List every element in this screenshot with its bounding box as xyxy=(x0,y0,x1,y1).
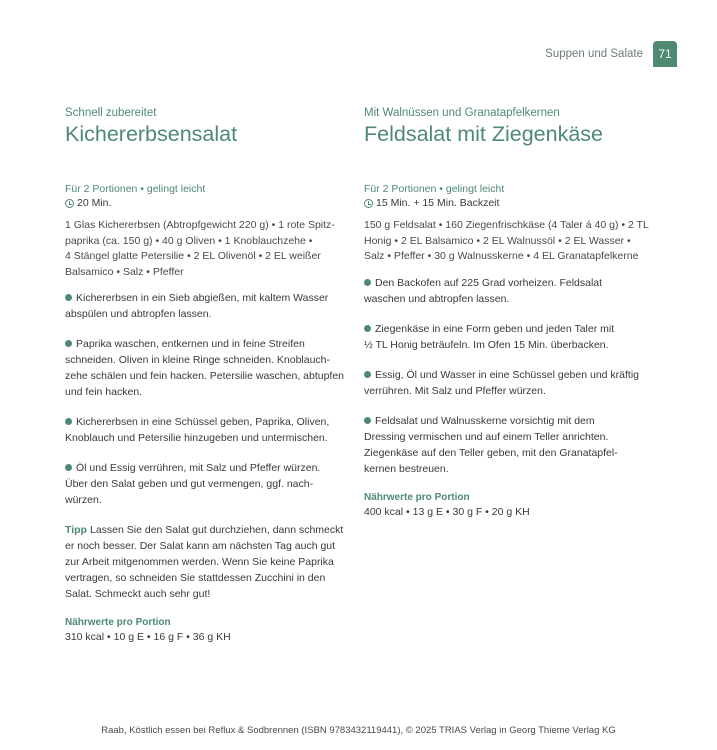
bullet-icon xyxy=(65,340,72,347)
step-line: und fein hacken. xyxy=(65,386,143,398)
bullet-icon xyxy=(65,464,72,471)
step-line: schneiden. Oliven in kleine Ringe schneiden. Knoblauch- xyxy=(65,354,331,366)
recipe-title: Feldsalat mit Ziegenkäse xyxy=(364,122,603,146)
ingredients-line: Honig • 2 EL Balsamico • 2 EL Walnussöl • 2 EL Wasser • xyxy=(364,234,631,247)
step-line: kernen bestreuen. xyxy=(364,462,449,475)
tip-line: zur Arbeit mitgenommen werden. Wenn Sie keine Paprika xyxy=(65,556,334,568)
prep-time-text: 20 Min. xyxy=(77,197,112,209)
recipe-meta xyxy=(364,182,664,210)
step-item xyxy=(364,413,664,477)
ingredients-line: 150 g Feldsalat • 160 Ziegenfrischkäse (4 Taler á 40 g) • 2 TL xyxy=(364,219,649,231)
step-line: abspülen und abtropfen lassen. xyxy=(65,308,212,320)
ingredients-list xyxy=(65,218,350,280)
bullet-icon xyxy=(364,325,371,332)
ingredients-line: 1 Glas Kichererbsen (Abtropfgewicht 220 g) • 1 rote Spitz- xyxy=(65,219,335,231)
recipe-meta xyxy=(65,182,350,210)
tip-line: vertragen, so schneiden Sie stattdessen Zucchini in den xyxy=(65,572,326,584)
step-line: würzen. xyxy=(65,494,102,506)
bullet-icon xyxy=(65,294,72,301)
recipe-subtitle: Schnell zubereitet xyxy=(65,107,157,119)
recipe-feldsalat xyxy=(364,106,664,520)
step-line: Ziegenkäse auf den Teller geben, mit den Granatapfel- xyxy=(364,446,618,459)
step-line: Über den Salat geben und gut vermengen, ggf. nach- xyxy=(65,478,314,490)
recipe-title: Kichererbsensalat xyxy=(65,122,238,146)
ingredients-line: 4 Stängel glatte Petersilie • 2 EL Olivenöl • 2 EL weißer xyxy=(65,250,321,262)
step-line: Essig, Öl und Wasser in eine Schüssel geben und kräftig xyxy=(375,368,640,381)
ingredients-list xyxy=(364,218,664,265)
nutrition-values: 310 kcal • 10 g E • 16 g F • 36 g KH xyxy=(65,631,231,643)
nutrition-heading: Nährwerte pro Portion xyxy=(364,491,470,503)
step-line: Kichererbsen in eine Schüssel geben, Paprika, Oliven, xyxy=(76,416,330,428)
ingredients-line: Balsamico • Salz • Pfeffer xyxy=(65,265,184,278)
step-item xyxy=(65,336,350,400)
copyright-footer: Raab, Köstlich essen bei Reflux & Sodbrennen (ISBN 9783432119441), © 2025 TRIAS Verlag in Georg Thieme Verlag KG xyxy=(101,725,616,736)
bullet-icon xyxy=(364,417,371,424)
step-line: Kichererbsen in ein Sieb abgießen, mit kaltem Wasser xyxy=(76,292,329,304)
prep-time xyxy=(65,196,350,210)
steps-list xyxy=(65,290,350,508)
step-item xyxy=(364,321,664,353)
nutrition-heading: Nährwerte pro Portion xyxy=(65,617,171,628)
page-header xyxy=(545,41,677,67)
bullet-icon xyxy=(364,371,371,378)
tip-label: Tipp xyxy=(65,524,87,536)
portions-info: Für 2 Portionen • gelingt leicht xyxy=(65,183,206,195)
step-line: Paprika waschen, entkernen und in feine Streifen xyxy=(76,338,305,350)
tip-line: Lassen Sie den Salat gut durchziehen, dann schmeckt xyxy=(89,524,344,536)
step-line: Knoblauch und Petersilie hinzugeben und untermischen. xyxy=(65,432,328,444)
step-line: verrühren. Mit Salz und Pfeffer würzen. xyxy=(364,384,546,397)
step-item xyxy=(364,367,664,399)
nutrition-values: 400 kcal • 13 g E • 30 g F • 20 g KH xyxy=(364,505,530,518)
step-line: waschen und abtropfen lassen. xyxy=(364,292,510,305)
prep-time-text: 15 Min. + 15 Min. Backzeit xyxy=(376,197,500,209)
steps-list xyxy=(364,275,664,477)
step-item xyxy=(65,290,350,322)
step-line: ½ TL Honig beträufeln. Im Ofen 15 Min. überbacken. xyxy=(364,338,609,351)
step-line: zehe schälen und fein hacken. Petersilie waschen, abtupfen xyxy=(65,370,345,382)
step-line: Dressing vermischen und auf einem Teller anrichten. xyxy=(364,430,609,443)
ingredients-line: paprika (ca. 150 g) • 40 g Oliven • 1 Knoblauchzehe • xyxy=(65,234,313,247)
portions-info: Für 2 Portionen • gelingt leicht xyxy=(364,183,505,195)
step-item xyxy=(65,414,350,446)
step-line: Ziegenkäse in eine Form geben und jeden Taler mit xyxy=(375,322,615,335)
clock-icon xyxy=(364,199,373,208)
step-line: Feldsalat und Walnusskerne vorsichtig mit dem xyxy=(375,414,595,427)
prep-time xyxy=(364,196,664,210)
tip-line: Salat. Schmeckt auch sehr gut! xyxy=(65,588,211,600)
step-line: Den Backofen auf 225 Grad vorheizen. Feldsalat xyxy=(375,276,603,289)
step-line: Öl und Essig verrühren, mit Salz und Pfeffer würzen. xyxy=(76,462,321,474)
clock-icon xyxy=(65,199,74,208)
bullet-icon xyxy=(364,279,371,286)
step-item xyxy=(65,460,350,508)
ingredients-line: Salz • Pfeffer • 30 g Walnusskerne • 4 EL Granatapfelkerne xyxy=(364,250,639,262)
step-item xyxy=(364,275,664,307)
tip-box xyxy=(65,522,350,602)
tip-line: er noch besser. Der Salat kann am nächsten Tag auch gut xyxy=(65,540,336,552)
page-number-badge: 71 xyxy=(653,41,677,67)
recipe-subtitle: Mit Walnüssen und Granatapfelkernen xyxy=(364,107,560,119)
section-label: Suppen und Salate xyxy=(545,48,643,60)
bullet-icon xyxy=(65,418,72,425)
recipe-kichererbsensalat xyxy=(65,106,350,645)
